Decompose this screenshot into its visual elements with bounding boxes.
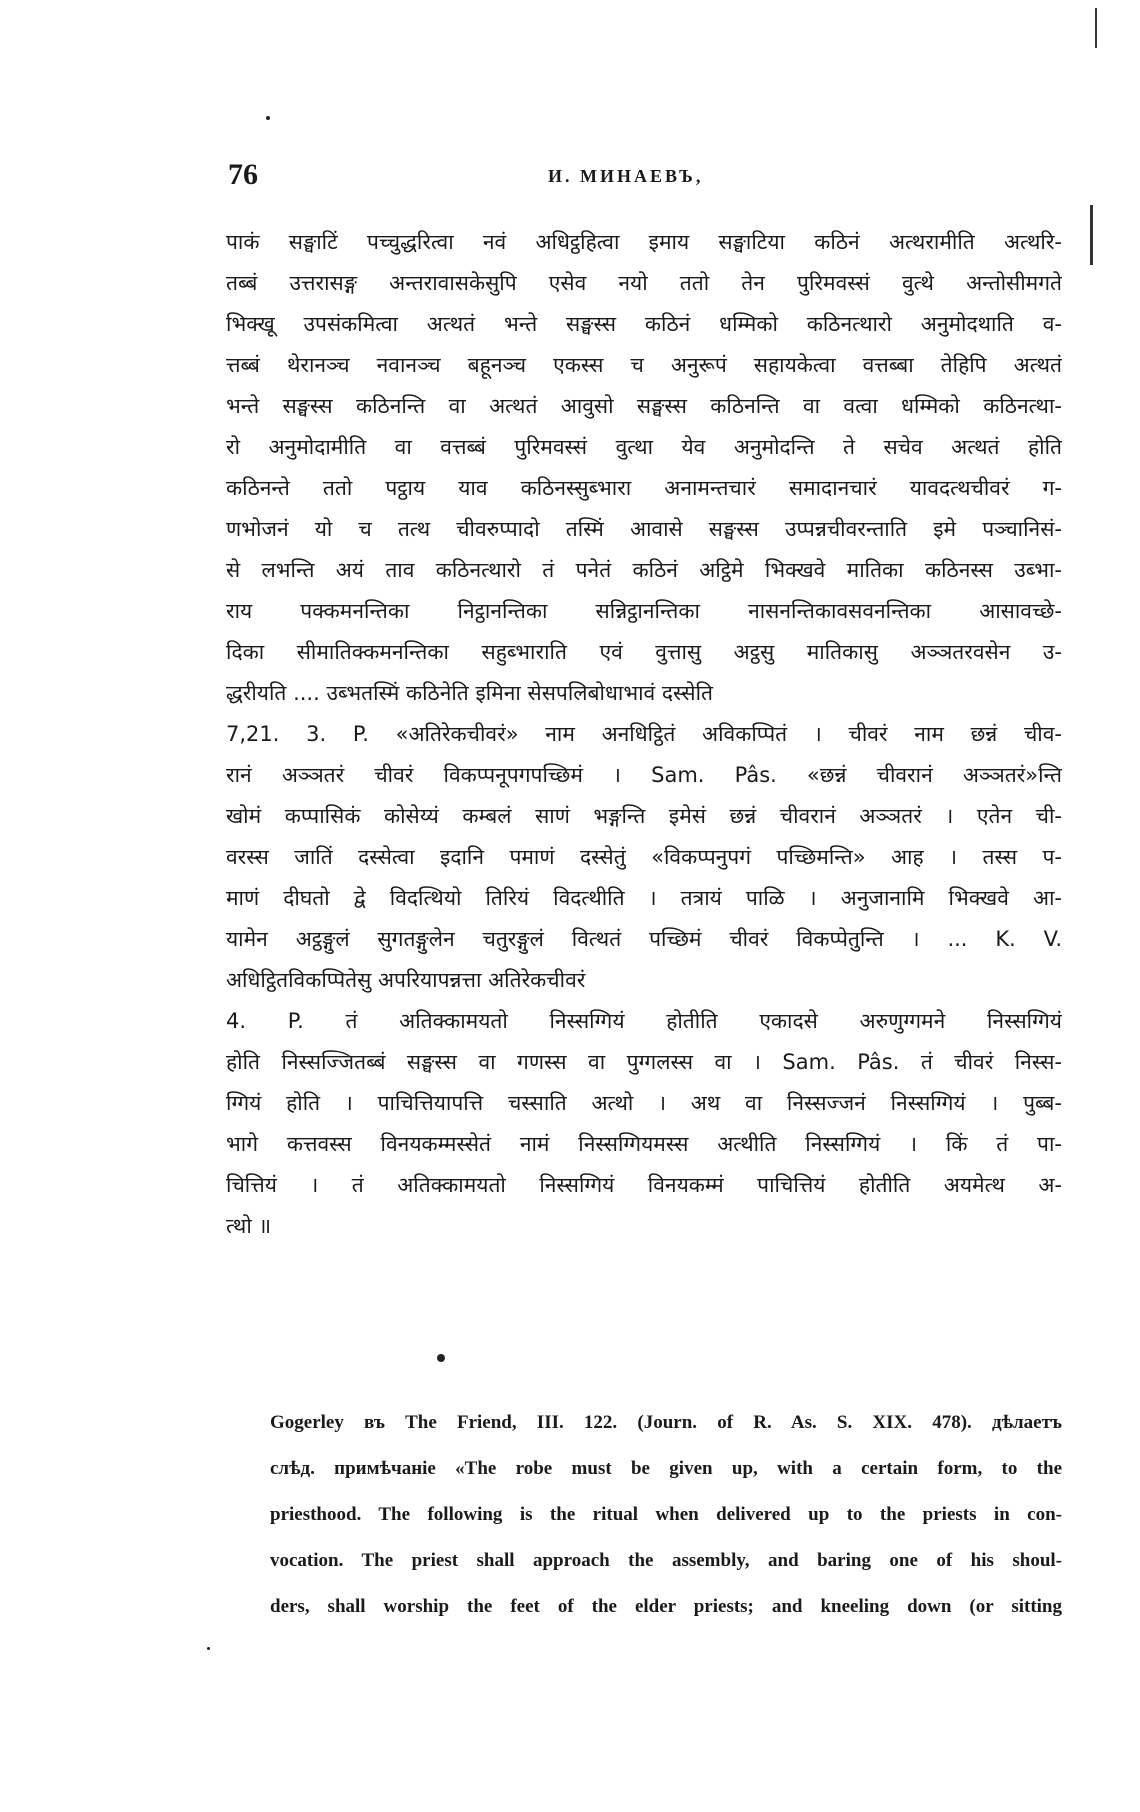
text-line: पाकं सङ्घाटिं पच्चुद्धरित्वा नवं अधिट्ठहित्वा इमाय सङ्घाटिया कठिनं अत्थरामीति अत्थरि- — [226, 230, 1062, 254]
text-line: रो अनुमोदामीति वा वत्तब्बं पुरिमवस्सं वुत्था येव अनुमोदन्ति ते सचेव अत्थतं होति — [226, 435, 1062, 459]
text-line: слѣд. примѣчаніе «The robe must be given up, with a certain form, to the — [270, 1458, 1062, 1479]
text-line: 4. P. तं अतिक्कामयतो निस्सग्गियं होतीति एकादसे अरुणुग्गमने निस्सग्गियं — [226, 1009, 1062, 1033]
text-line: भिक्खू उपसंकमित्वा अत्थतं भन्ते सङ्घस्स कठिनं धम्मिको कठिनत्थारो अनुमोदथाति व- — [226, 312, 1062, 336]
ink-speck — [207, 1647, 210, 1650]
text-line: priesthood. The following is the ritual when delivered up to the priests in con- — [270, 1504, 1062, 1525]
ink-speck — [266, 116, 270, 120]
text-line: भन्ते सङ्घस्स कठिनन्ति वा अत्थतं आवुसो सङ्घस्स कठिनन्ति वा वत्वा धम्मिको कठिनत्था- — [226, 394, 1062, 418]
scan-edge-mark — [1095, 8, 1097, 48]
text-line: द्धरीयति .... उब्भतस्मिं कठिनेति इमिना सेसपलिबोधाभावं दस्सेति — [226, 681, 714, 705]
text-line: अधिट्ठितविकप्पितेसु अपरियापन्नत्ता अतिरेकचीवरं — [226, 968, 586, 992]
text-line: त्तब्बं थेरानञ्च नवानञ्च बहूनञ्च एकस्स च अनुरूपं सहायकेत्वा वत्तब्बा तेहिपि अत्थतं — [226, 353, 1062, 377]
text-line: चित्तियं । तं अतिक्कामयतो निस्सग्गियं विनयकम्मं पाचित्तियं होतीति अयमेत्थ अ- — [226, 1173, 1062, 1197]
text-line: ग्गियं होति । पाचित्तियापत्ति चस्साति अत्थो । अथ वा निस्सज्जनं निस्सग्गियं । पुब्ब- — [226, 1091, 1062, 1115]
text-line: तब्बं उत्तरासङ्ग अन्तरावासकेसुपि एसेव नयो ततो तेन पुरिमवस्सं वुत्थे अन्तोसीमगते — [226, 271, 1062, 295]
page-header — [228, 158, 1058, 198]
text-line: रानं अञ्ञतरं चीवरं विकप्पनूपगपच्छिमं । Sam. Pâs. «छन्नं चीवरानं अञ्ञतरं»न्ति — [226, 763, 1062, 787]
text-line: यामेन अट्ठङ्गुलं सुगतङ्गुलेन चतुरङ्गुलं वित्थतं पच्छिमं चीवरं विकप्पेतुन्ति । ... K. V. — [226, 927, 1062, 951]
text-line: णभोजनं यो च तत्थ चीवरुप्पादो तस्मिं आवासे सङ्घस्स उप्पन्नचीवरन्ताति इमे पञ्चानिसं- — [226, 517, 1062, 541]
text-line: 7,21. 3. P. «अतिरेकचीवरं» नाम अनधिट्ठितं अविकप्पितं । चीवरं नाम छन्नं चीव- — [226, 722, 1062, 746]
text-line: vocation. The priest shall approach the assembly, and baring one of his shoul- — [270, 1550, 1062, 1571]
english-footnote-block — [270, 1400, 1062, 1630]
page-number: 76 — [228, 158, 258, 191]
text-line: से लभन्ति अयं ताव कठिनत्थारो तं पनेतं कठिनं अट्ठिमे भिक्खवे मातिका कठिनस्स उब्भा- — [226, 558, 1062, 582]
text-line: Gogerley въ The Friend, III. 122. (Journ. of R. As. S. XIX. 478). дѣлаетъ — [270, 1412, 1062, 1433]
text-line: राय पक्कमनन्तिका निट्ठानन्तिका सन्निट्ठानन्तिका नासनन्तिकावसवनन्तिका आसावच्छे- — [226, 599, 1062, 623]
text-line: वरस्स जातिं दस्सेत्वा इदानि पमाणं दस्सेतुं «विकप्पनुपगं पच्छिमन्ति» आह । तस्स प- — [226, 845, 1062, 869]
pali-section-4 — [226, 1001, 1062, 1247]
text-line: कठिनन्ते ततो पट्ठाय याव कठिनस्सुब्भारा अनामन्तचारं समादानचारं यावदत्थचीवरं ग- — [226, 476, 1062, 500]
text-line: ders, shall worship the feet of the elder priests; and kneeling down (or sitting — [270, 1596, 1062, 1617]
pali-section-7-21 — [226, 714, 1062, 1001]
ink-speck — [437, 1354, 445, 1362]
text-line: होति निस्सज्जितब्बं सङ्घस्स वा गणस्स वा पुग्गलस्स वा । Sam. Pâs. तं चीवरं निस्स- — [226, 1050, 1062, 1074]
text-line: माणं दीघतो द्वे विदत्थियो तिरियं विदत्थीति । तत्रायं पाळि । अनुजानामि भिक्खवे आ- — [226, 886, 1062, 910]
text-line: दिका सीमातिक्कमनन्तिका सहुब्भाराति एवं वुत्तासु अट्ठसु मातिकासु अञ्ञतरवसेन उ- — [226, 640, 1062, 664]
running-head: И. МИНАЕВЪ, — [548, 166, 704, 186]
scan-edge-mark — [1090, 205, 1093, 265]
text-line: भागे कत्तवस्स विनयकम्मस्सेतं नामं निस्सग्गियमस्स अत्थीति निस्सग्गियं । किं तं पा- — [226, 1132, 1062, 1156]
text-line: त्थो ॥ — [226, 1214, 272, 1238]
pali-commentary-block — [226, 222, 1062, 714]
text-line: खोमं कप्पासिकं कोसेय्यं कम्बलं साणं भङ्गन्ति इमेसं छन्नं चीवरानं अञ्ञतरं । एतेन ची- — [226, 804, 1062, 828]
